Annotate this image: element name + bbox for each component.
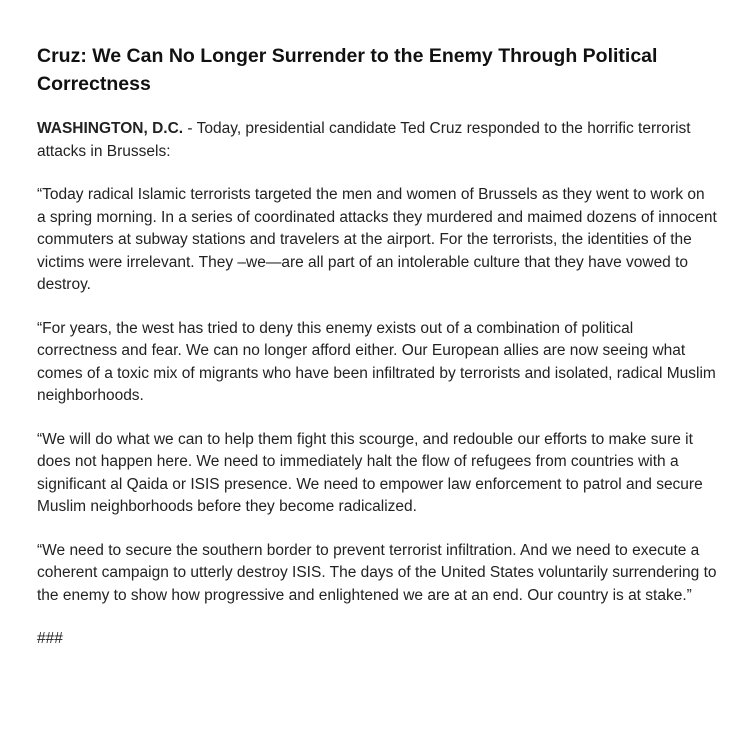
body-paragraph-4: “We need to secure the southern border to prevent terrorist infiltration. And we need to execute a coherent campaign to utterly destroy ISIS. The days of the United States voluntarily surrendering to the enemy to show how progressive and enlightened we are at an end. Our country is at stake.” [37,541,717,604]
lead-paragraph [37,118,717,163]
press-release [37,42,717,651]
dateline: WASHINGTON, D.C. [37,120,184,137]
lead-text: - Today, presidential candidate Ted Cruz responded to the horrific terrorist attacks in Brussels: [37,120,691,160]
body-paragraph-1: “Today radical Islamic terrorists targeted the men and women of Brussels as they went to work on a spring morning. In a series of coordinated attacks they murdered and maimed dozens of innocent commuters at subway stations and travelers at the airport. For the terrorists, the identities of the victims were irrelevant. They –we—are all part of an intolerable culture that they have vowed to destroy. [37,186,717,293]
body-paragraph-3: “We will do what we can to help them fight this scourge, and redouble our efforts to make sure it does not happen here. We need to immediately halt the flow of refugees from countries with a significant al Qaida or ISIS presence. We need to empower law enforcement to patrol and secure Muslim neighborhoods before they become radicalized. [37,430,703,515]
end-mark: ### [37,630,63,647]
body-paragraph-2: “For years, the west has tried to deny this enemy exists out of a combination of political correctness and fear. We can no longer afford either. Our European allies are now seeing what comes of a toxic mix of migrants who have been infiltrated by terrorists and isolated, radical Muslim neighborhoods. [37,319,716,404]
press-release-title: Cruz: We Can No Longer Surrender to the Enemy Through Political Correctness [37,45,658,95]
